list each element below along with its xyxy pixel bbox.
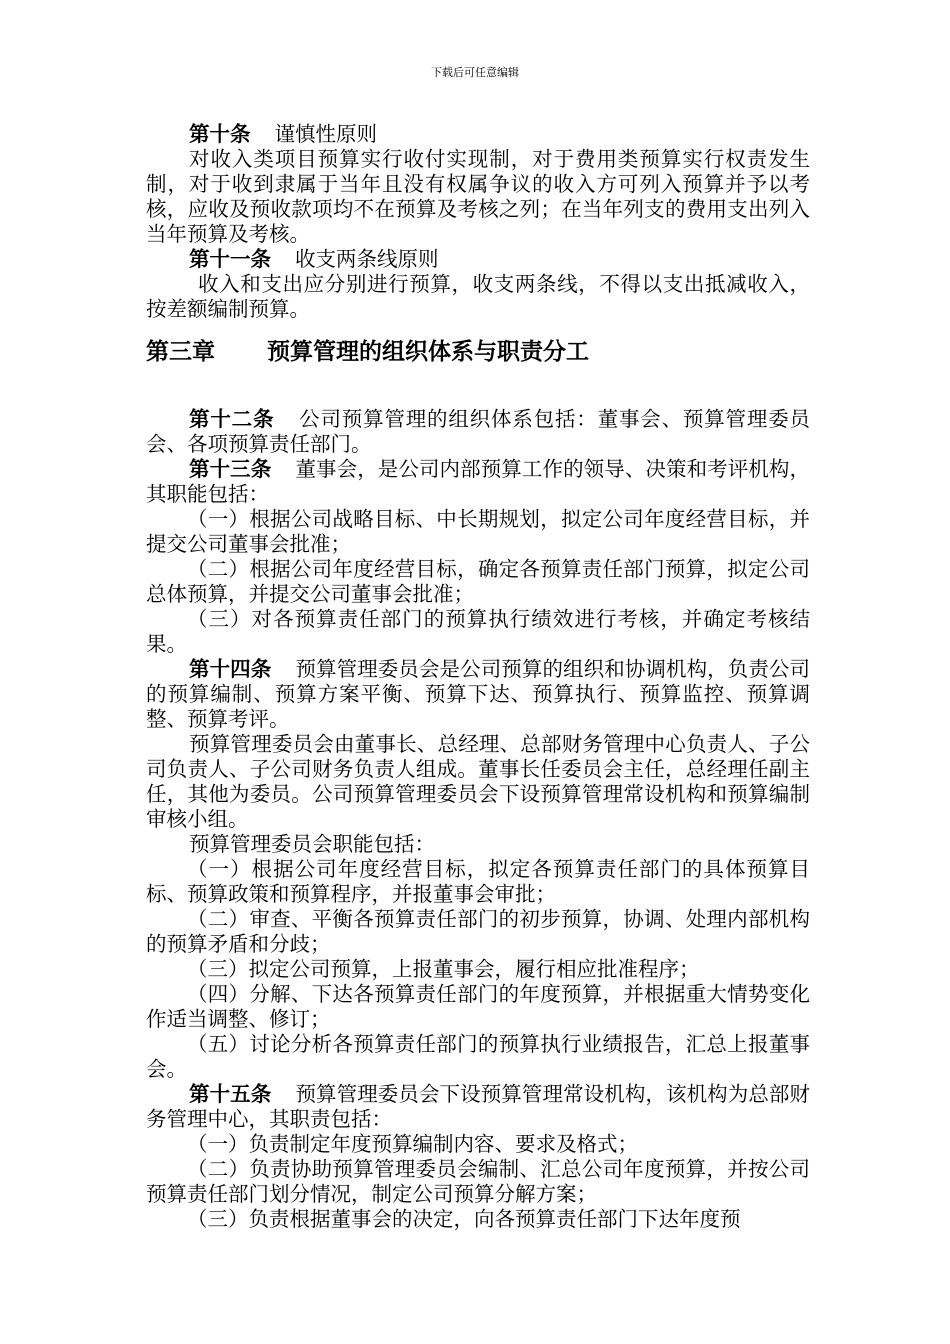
article-14-paragraph: 预算管理委员会由董事长、总经理、总部财务管理中心负责人、子公司负责人、子公司财务负责人组成。董事长任委员会主任，总经理任副主任，其他为委员。公司预算管理委员会下设预算管理常设机构和预算编制审核小组。 [146, 732, 810, 831]
article-number: 第十三条 [189, 457, 272, 481]
chapter-number: 第三章 [146, 338, 215, 365]
article-text: 预算管理委员会是公司预算的组织和协调机构，负责公司的预算编制、预算方案平衡、预算下达、预算执行、预算监控、预算调整、预算考评。 [146, 657, 811, 731]
article-11-heading [146, 247, 810, 272]
article-number: 第十二条 [189, 407, 275, 431]
article-11-body: 收入和支出应分别进行预算，收支两条线，不得以支出抵减收入，按差额编制预算。 [146, 272, 810, 321]
article-12 [146, 407, 810, 457]
list-item: （三）负责根据董事会的决定，向各预算责任部门下达年度预 [187, 1207, 741, 1231]
list-item: （四）分解、下达各预算责任部门的年度预算，并根据重大情势变化作适当调整、修订； [146, 982, 810, 1031]
list-item: （五）讨论分析各预算责任部门的预算执行业绩报告，汇总上报董事会。 [146, 1032, 810, 1081]
article-10-heading [146, 122, 810, 147]
article-text: 董事会，是公司内部预算工作的领导、决策和考评机构，其职能包括： [146, 457, 811, 506]
chapter-heading [146, 322, 810, 407]
article-number: 第十五条 [189, 1082, 272, 1106]
list-item: （三）对各预算责任部门的预算执行绩效进行考核，并确定考核结果。 [146, 607, 810, 656]
list-item: （二）审查、平衡各预算责任部门的初步预算，协调、处理内部机构的预算矛盾和分歧； [146, 907, 810, 956]
article-title: 收支两条线原则 [295, 247, 439, 271]
list-item: （二）根据公司年度经营目标，确定各预算责任部门预算，拟定公司总体预算，并提交公司董事会批准； [146, 557, 810, 606]
list-item: （三）拟定公司预算，上报董事会，履行相应批准程序； [187, 957, 700, 981]
article-14-paragraph: 预算管理委员会职能包括： [189, 832, 435, 856]
article-number: 第十条 [189, 122, 251, 146]
article-10-body: 对收入类项目预算实行收付实现制，对于费用类预算实行权责发生制，对于收到隶属于当年且没有权属争议的收入方可列入预算并予以考核，应收及预收款项均不在预算及考核之列；在当年列支的费用支出列入当年预算及考核。 [146, 147, 810, 246]
article-15 [146, 1082, 810, 1132]
list-item: （一）根据公司年度经营目标，拟定各预算责任部门的具体预算目标、预算政策和预算程序，并报董事会审批； [146, 857, 810, 906]
article-text: 公司预算管理的组织体系包括：董事会、预算管理委员会、各项预算责任部门。 [146, 407, 811, 456]
article-number: 第十四条 [189, 657, 272, 681]
document-body [146, 122, 810, 1232]
article-text: 预算管理委员会下设预算管理常设机构，该机构为总部财务管理中心，其职责包括： [146, 1082, 811, 1131]
article-14 [146, 657, 810, 732]
page-header: 下载后可任意编辑 [431, 66, 519, 79]
article-title: 谨慎性原则 [274, 122, 377, 146]
chapter-title: 预算管理的组织体系与职责分工 [267, 338, 589, 365]
list-item: （一）负责制定年度预算编制内容、要求及格式； [187, 1132, 638, 1156]
list-item: （一）根据公司战略目标、中长期规划，拟定公司年度经营目标，并提交公司董事会批准； [146, 507, 810, 556]
article-number: 第十一条 [189, 247, 271, 271]
list-item: （二）负责协助预算管理委员会编制、汇总公司年度预算，并按公司预算责任部门划分情况，制定公司预算分解方案； [146, 1157, 810, 1206]
article-13 [146, 457, 810, 507]
